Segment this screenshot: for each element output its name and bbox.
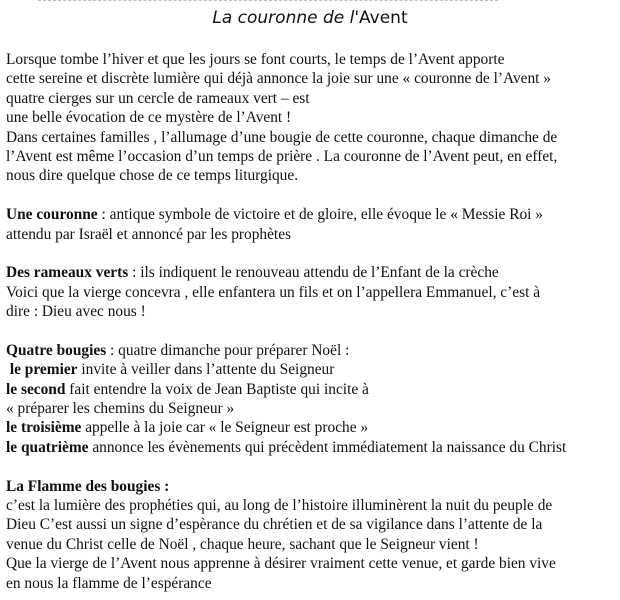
bougies-paragraph <box>6 341 618 457</box>
text-line: l’Avent est même l’occasion d’un temps de prière . La couronne de l’Avent peut, en effet, <box>6 147 558 165</box>
text-line: dire : Dieu avec nous ! <box>6 303 146 321</box>
text-line: en nous la flamme de l’espérance <box>6 574 212 592</box>
rameaux-label: Des rameaux verts <box>6 264 129 282</box>
text-line: attendu par Israël et annoncé par les prophètes <box>6 225 292 243</box>
text-line: fait entendre la voix de Jean Baptiste qui incite à <box>65 380 369 398</box>
text-line: c’est la lumière des prophéties qui, au long de l’histoire illuminèrent la nuit du peuple de <box>6 496 553 514</box>
flamme-paragraph <box>6 477 618 593</box>
title-italic: La couronne de l' <box>212 8 360 28</box>
text-line: Dieu C’est aussi un signe d’espèrance du chrétien et de sa vigilance dans l’attente de la <box>6 516 543 534</box>
text-line: Que la vierge de l’Avent nous apprenne à désirer vraiment cette venue, et garde bien vive <box>6 555 556 573</box>
text-line: appelle à la joie car « le Seigneur est proche » <box>81 419 369 437</box>
text-line: venue du Christ celle de Noël , chaque heure, sachant que le Seigneur vient ! <box>6 535 479 553</box>
intro-paragraph <box>6 50 618 186</box>
title-plain: Avent <box>359 8 408 28</box>
premier-label: le premier <box>6 361 78 379</box>
text-line: Lorsque tombe l’hiver et que les jours se font courts, le temps de l’Avent apporte <box>6 51 505 68</box>
text-line: nous dire quelque chose de ce temps liturgique. <box>6 167 299 185</box>
text-line: annonce les évènements qui précèdent immédiatement la naissance du Christ <box>88 438 567 456</box>
second-label: le second <box>6 380 66 398</box>
text-line: cette sereine et discrète lumière qui déjà annonce la joie sur une « couronne de l’Avent » <box>6 70 551 88</box>
top-dashed-rule <box>38 0 498 1</box>
text-line: « préparer les chemins du Seigneur » <box>6 400 235 418</box>
bougies-label: Quatre bougies <box>6 341 107 359</box>
couronne-label: Une couronne <box>6 206 98 224</box>
text-line: : quatre dimanche pour préparer Noël : <box>106 341 350 359</box>
couronne-paragraph <box>6 205 618 244</box>
flamme-label: La Flamme des bougies : <box>6 477 170 495</box>
text-line: invite à veiller dans l’attente du Seigneur <box>77 361 335 379</box>
troisieme-label: le troisième <box>6 419 82 437</box>
text-line: Voici que la vierge concevra , elle enfantera un fils et on l’appellera Emmanuel, c’est à <box>6 283 541 301</box>
text-line: une belle évocation de ce mystère de l’Avent ! <box>6 109 292 127</box>
document-body <box>6 50 618 593</box>
text-line: quatre cierges sur un cercle de rameaux vert – est <box>6 89 310 107</box>
page-title <box>0 7 620 29</box>
text-line: : antique symbole de victoire et de gloire, elle évoque le « Messie Roi » <box>97 206 543 224</box>
rameaux-paragraph <box>6 263 618 321</box>
text-line: : ils indiquent le renouveau attendu de l’Enfant de la crèche <box>128 264 499 282</box>
text-line: Dans certaines familles , l’allumage d’une bougie de cette couronne, chaque dimanche de <box>6 128 558 146</box>
quatrieme-label: le quatrième <box>6 438 89 456</box>
